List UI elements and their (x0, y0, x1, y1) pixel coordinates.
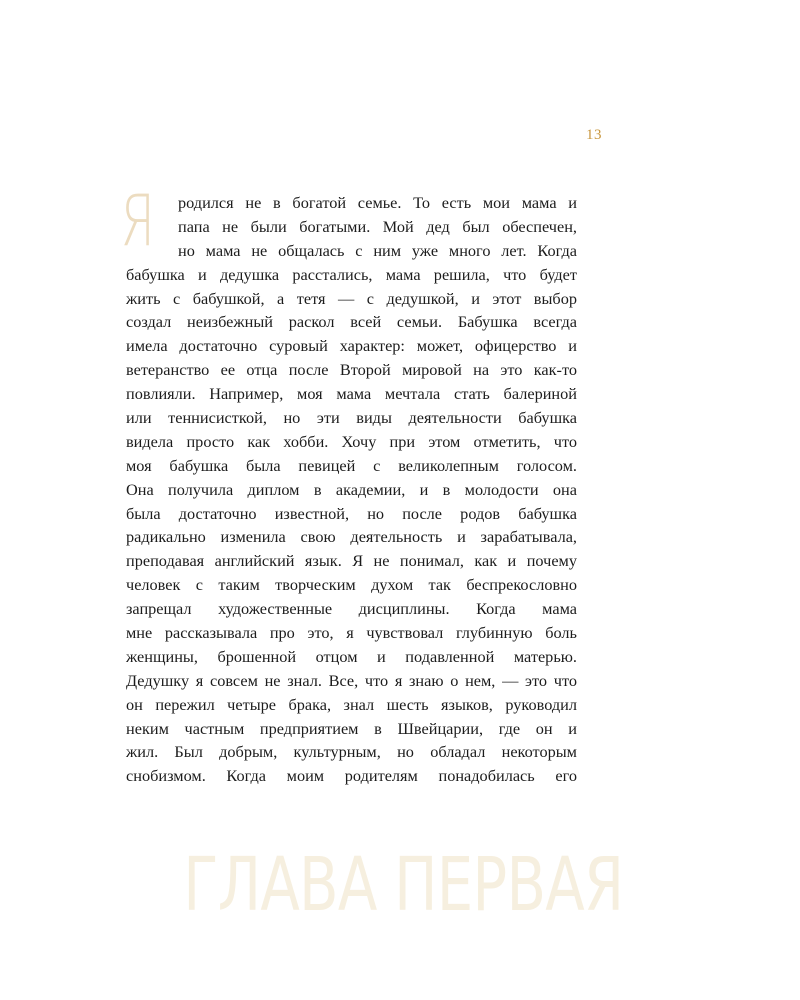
text-line: создал неизбежный раскол всей семьи. Бабушка всегда (126, 312, 577, 332)
text-line: Дедушку я совсем не знал. Все, что я знаю о нем, — это что (126, 670, 577, 690)
text-line: запрещал художественные дисциплины. Когда мама (126, 599, 577, 619)
text-line: была достаточно известной, но после родов бабушка (126, 503, 577, 523)
page-number: 13 (586, 127, 602, 143)
text-line: папа не были богатыми. Мой дед был обеспечен, (178, 216, 577, 236)
text-line: повлияли. Например, моя мама мечтала стать балериной (126, 384, 577, 404)
text-line: но мама не общалась с ним уже много лет. Когда (178, 240, 577, 260)
text-line: мне рассказывала про это, я чувствовал глубинную боль (126, 623, 577, 643)
text-line: Она получила диплом в академии, и в молодости она (126, 479, 577, 499)
body-text (126, 191, 577, 788)
text-line: неким частным предприятием в Швейцарии, где он и (126, 718, 577, 738)
text-line: снобизмом. Когда моим родителям понадобилась его (126, 766, 577, 786)
text-line: или теннисисткой, но эти виды деятельности бабушка (126, 408, 577, 428)
text-line: человек с таким творческим духом так беспрекословно (126, 575, 577, 595)
text-line: ветеранство ее отца после Второй мировой на это как-то (126, 360, 577, 380)
text-line: видела просто как хобби. Хочу при этом отметить, что (126, 431, 577, 451)
text-line: преподавая английский язык. Я не понимал, как и почему (126, 551, 577, 571)
text-line: радикально изменила свою деятельность и зарабатывала, (126, 527, 577, 547)
text-line: бабушка и дедушка расстались, мама решила, что будет (126, 264, 577, 284)
chapter-title-watermark: ГЛАВА ПЕРВАЯ (183, 842, 624, 928)
drop-cap-letter: Я (120, 180, 156, 262)
text-line: родился не в богатой семье. То есть мои мама и (178, 193, 577, 212)
text-line: женщины, брошенной отцом и подавленной матерью. (126, 646, 577, 666)
text-line: он пережил четыре брака, знал шесть языков, руководил (126, 694, 577, 714)
text-line: жил. Был добрым, культурным, но обладал некоторым (126, 742, 577, 762)
text-line: жить с бабушкой, а тетя — с дедушкой, и этот выбор (126, 288, 577, 308)
text-line: имела достаточно суровый характер: может, офицерство и (126, 336, 577, 356)
text-line: моя бабушка была певицей с великолепным голосом. (126, 455, 577, 475)
